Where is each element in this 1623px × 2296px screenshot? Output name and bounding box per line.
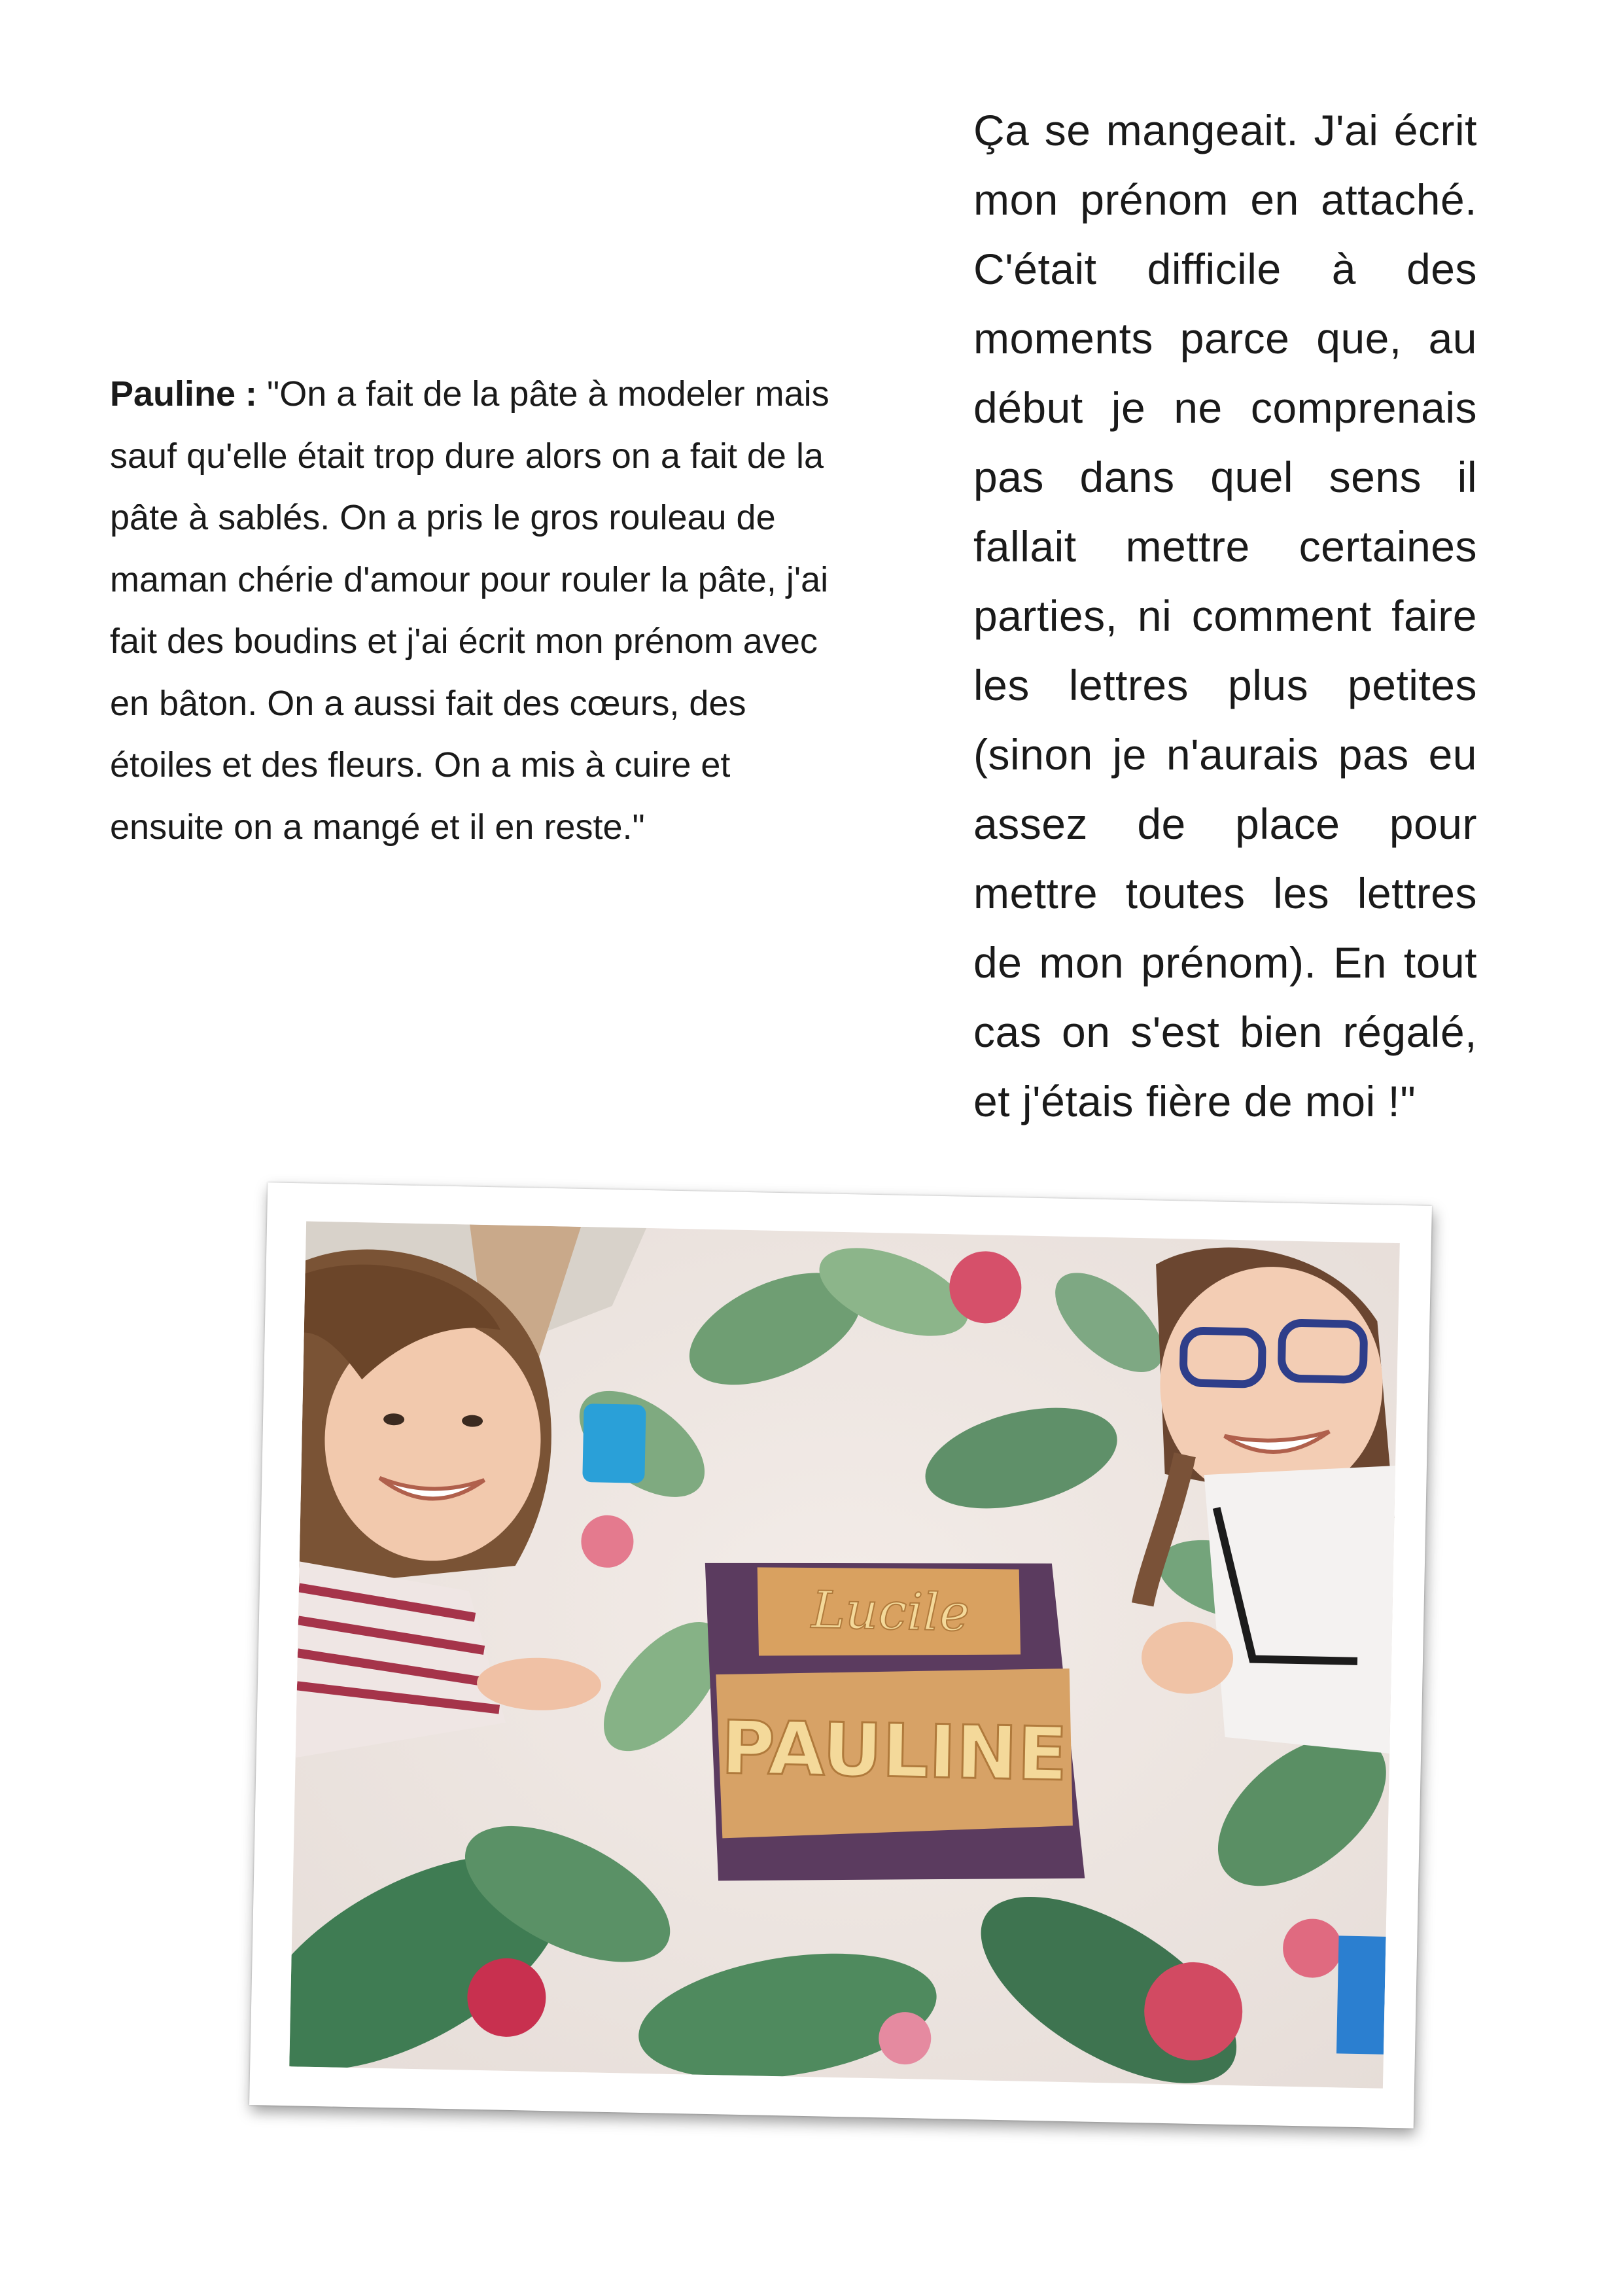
right-girl [1140, 1246, 1399, 1754]
photo-frame [249, 1182, 1432, 2128]
photo-children-with-name-cookies [289, 1221, 1400, 2088]
continued-quote: Ça se mangeait. J'ai écrit mon prénom en attaché. C'était difficile à des moments parce que, au début je ne comprenais pas dans quel sens il fallait mettre certaines parties, ni comment faire les lettres plus petites (sinon je n'aurais pas eu assez de place pour mettre toutes les lettres de mon prénom). En tout cas on s'est bien régalé, et j'étais fière de moi !" [973, 106, 1477, 1125]
cutting-board [699, 1557, 1091, 1888]
photo-illustration [289, 1221, 1400, 2088]
pauline-quote-text: "On a fait de la pâte à modeler mais sauf qu'elle était trop dure alors on a fait de la pâte à sablés. On a pris le gros rouleau de maman chérie d'amour pour rouler la pâte, j'ai fait des boudins et j'ai écrit mon prénom avec en bâton. On a aussi fait des cœurs, des étoiles et des fleurs. On a mis à cuire et ensuite on a mangé et il en reste." [110, 374, 829, 847]
speaker-name: Pauline : [110, 374, 258, 414]
pauline-quote [110, 363, 846, 858]
cookie-name-bottom: PAULINE [720, 1705, 1068, 1797]
blue-cup [582, 1404, 646, 1483]
cookie-name-top: Lucile [811, 1581, 971, 1643]
